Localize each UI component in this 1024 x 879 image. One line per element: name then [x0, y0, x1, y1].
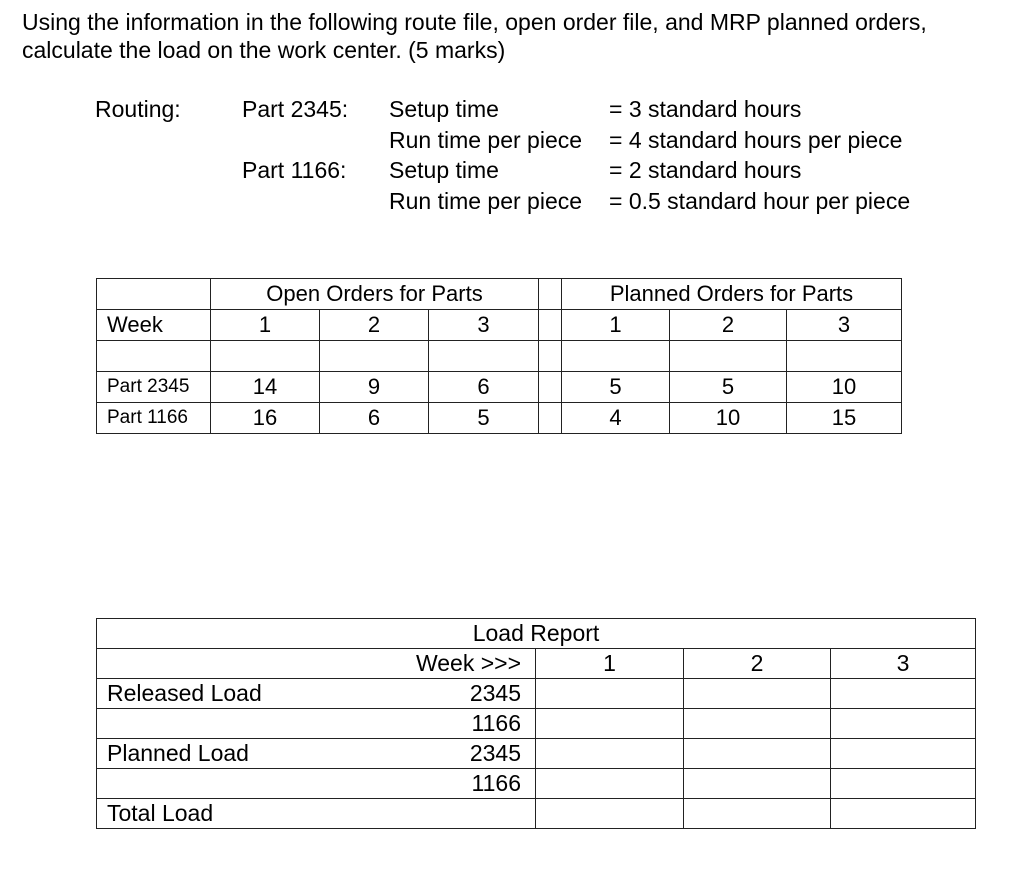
row-label-1166: Part 1166	[97, 403, 211, 434]
planned-2345-w1: 5	[562, 372, 670, 403]
released-1166-w1	[536, 709, 684, 739]
released-row-1166	[97, 709, 976, 739]
load-week-2: 2	[684, 649, 831, 679]
released-part-1166: 1166	[97, 709, 536, 739]
planned-row-1166	[97, 769, 976, 799]
week-label: Week	[97, 310, 211, 341]
question-text	[22, 8, 927, 64]
released-1166-w3	[831, 709, 976, 739]
planned-2345-w1	[536, 739, 684, 769]
orders-row-part-2345	[97, 372, 902, 403]
empty-cell	[539, 341, 562, 372]
question-line-2: calculate the load on the work center. (5 marks)	[22, 37, 506, 63]
orders-spacer-cell	[539, 372, 562, 403]
total-load-label: Total Load	[97, 799, 536, 829]
open-2345-w1: 14	[211, 372, 320, 403]
released-2345-w3	[831, 679, 976, 709]
routing-part-2345: Part 2345:	[242, 96, 349, 122]
routing-1166-setup-label: Setup time	[389, 157, 499, 183]
question-line-1: Using the information in the following route file, open order file, and MRP planned orders,	[22, 9, 927, 35]
load-week-label: Week >>>	[97, 649, 536, 679]
routing-2345-run-label: Run time per piece	[389, 127, 583, 153]
total-w3	[831, 799, 976, 829]
empty-cell	[211, 341, 320, 372]
orders-spacer-cell	[539, 310, 562, 341]
planned-2345-w2: 5	[670, 372, 787, 403]
open-week-3: 3	[429, 310, 539, 341]
planned-1166-w3: 15	[787, 403, 902, 434]
empty-cell	[670, 341, 787, 372]
planned-label-cell	[97, 739, 536, 769]
open-week-1: 1	[211, 310, 320, 341]
planned-week-1: 1	[562, 310, 670, 341]
planned-1166-w1: 4	[562, 403, 670, 434]
load-report-table	[96, 618, 976, 829]
planned-2345-w2	[684, 739, 831, 769]
planned-1166-w3	[831, 769, 976, 799]
routing-2345-setup-label: Setup time	[389, 96, 499, 122]
routing-part-1166: Part 1166:	[242, 157, 347, 183]
load-week-1: 1	[536, 649, 684, 679]
released-1166-w2	[684, 709, 831, 739]
planned-row-2345	[97, 739, 976, 769]
orders-title-row	[97, 279, 902, 310]
planned-part-1166: 1166	[97, 769, 536, 799]
open-week-2: 2	[320, 310, 429, 341]
orders-table	[96, 278, 902, 434]
planned-part-2345: 2345	[469, 740, 521, 766]
orders-empty-row	[97, 341, 902, 372]
empty-cell	[562, 341, 670, 372]
released-label-cell	[97, 679, 536, 709]
open-1166-w1: 16	[211, 403, 320, 434]
planned-2345-w3	[831, 739, 976, 769]
open-1166-w2: 6	[320, 403, 429, 434]
total-load-row	[97, 799, 976, 829]
released-row-2345	[97, 679, 976, 709]
orders-spacer-cell	[539, 279, 562, 310]
released-part-2345: 2345	[469, 680, 521, 706]
routing-2345-setup-value: = 3 standard hours	[609, 96, 802, 122]
planned-load-label: Planned Load	[107, 740, 249, 766]
released-2345-w2	[684, 679, 831, 709]
total-w2	[684, 799, 831, 829]
open-1166-w3: 5	[429, 403, 539, 434]
planned-1166-w2	[684, 769, 831, 799]
orders-week-row	[97, 310, 902, 341]
planned-week-2: 2	[670, 310, 787, 341]
load-report-title-row	[97, 619, 976, 649]
routing-1166-run-label: Run time per piece	[389, 188, 583, 214]
routing-1166-run-value: = 0.5 standard hour per piece	[609, 188, 911, 214]
empty-cell	[320, 341, 429, 372]
load-report-week-row	[97, 649, 976, 679]
empty-cell	[787, 341, 902, 372]
released-load-label: Released Load	[107, 680, 262, 706]
planned-2345-w3: 10	[787, 372, 902, 403]
orders-spacer-cell	[539, 403, 562, 434]
planned-1166-w2: 10	[670, 403, 787, 434]
orders-corner-cell	[97, 279, 211, 310]
load-report-title: Load Report	[97, 619, 976, 649]
planned-orders-title: Planned Orders for Parts	[562, 279, 902, 310]
released-2345-w1	[536, 679, 684, 709]
routing-2345-run-value: = 4 standard hours per piece	[609, 127, 903, 153]
load-week-3: 3	[831, 649, 976, 679]
empty-cell	[97, 341, 211, 372]
empty-cell	[429, 341, 539, 372]
planned-1166-w1	[536, 769, 684, 799]
routing-1166-setup-value: = 2 standard hours	[609, 157, 802, 183]
open-orders-title: Open Orders for Parts	[211, 279, 539, 310]
open-2345-w3: 6	[429, 372, 539, 403]
total-w1	[536, 799, 684, 829]
planned-week-3: 3	[787, 310, 902, 341]
orders-row-part-1166	[97, 403, 902, 434]
open-2345-w2: 9	[320, 372, 429, 403]
row-label-2345: Part 2345	[97, 372, 211, 403]
routing-label: Routing:	[95, 96, 181, 122]
